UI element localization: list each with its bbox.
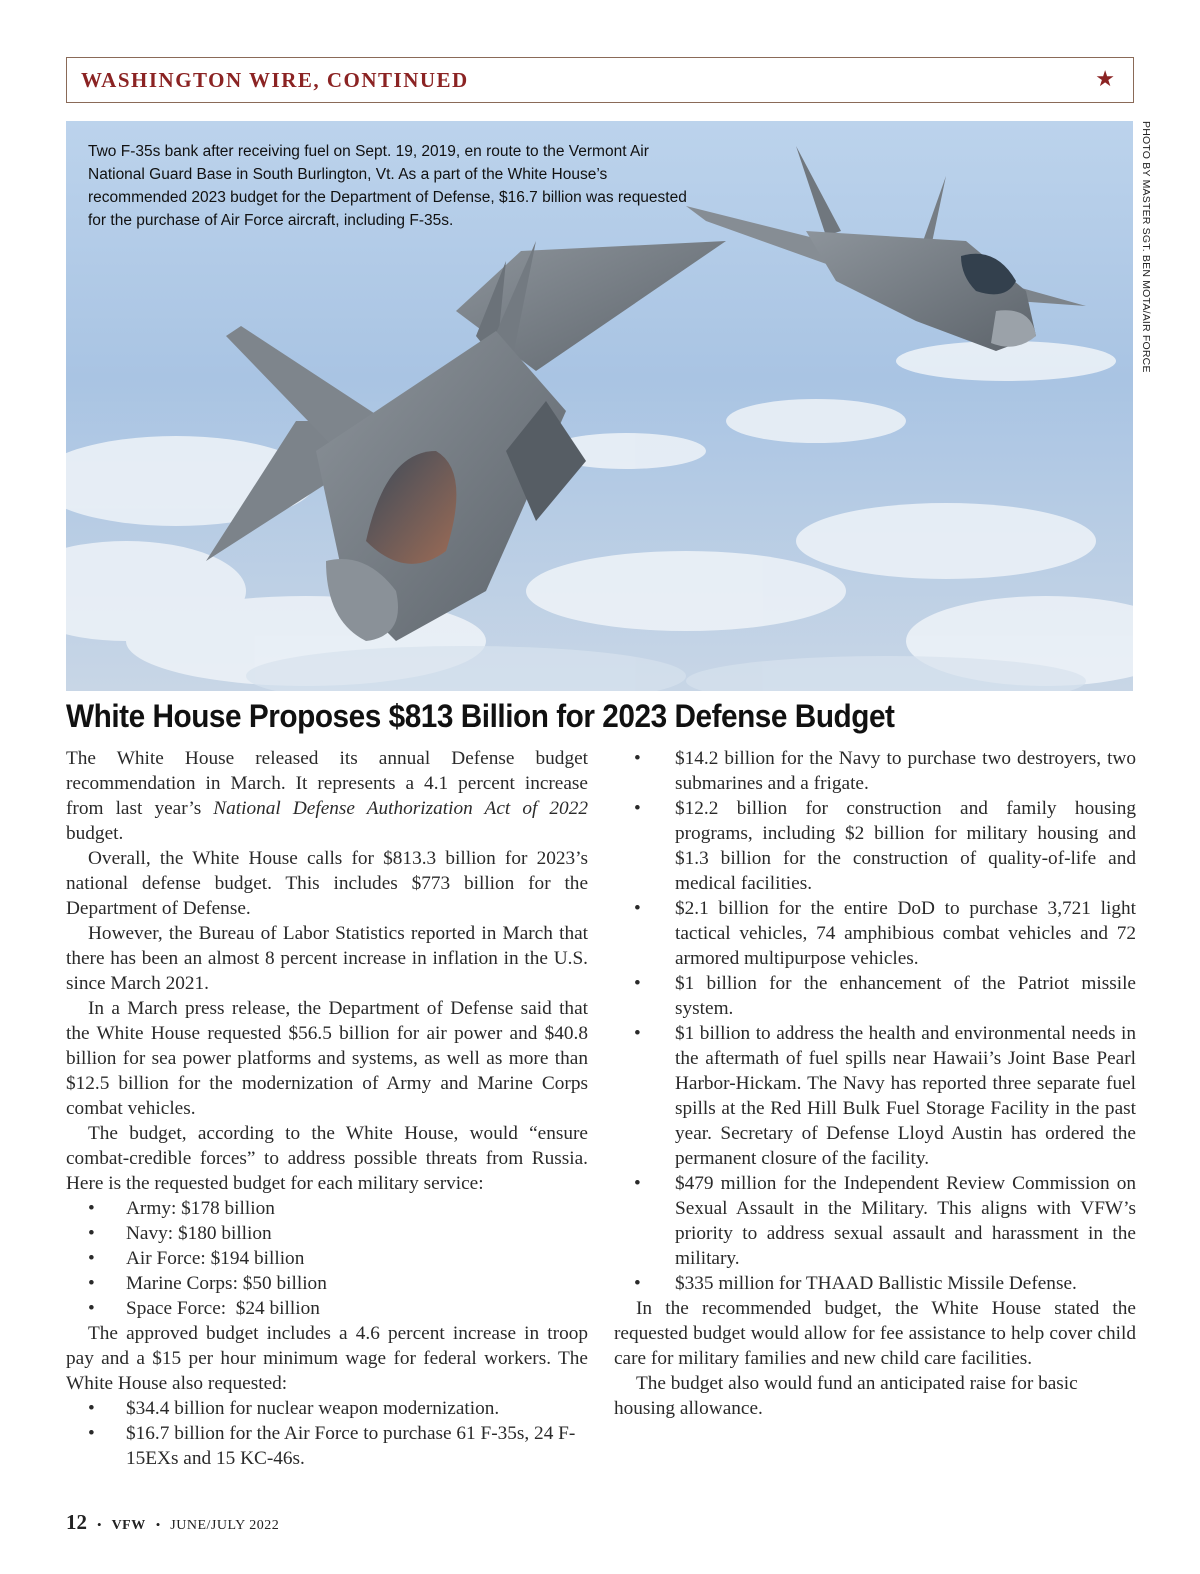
article-headline: White House Proposes $813 Billion for 2023 Defense Budget (66, 698, 895, 734)
list-item: • $1 billion to address the health and environmental needs in the aftermath of fuel spills near Hawaii’s Joint Base Pearl Harbor-Hickam. The Navy has reported three separate fuel spills at the Red Hill Bulk Fuel Storage Facility in the past year. Secretary of Defense Lloyd Austin has ordered the permanent closure of the facility. (614, 1021, 1136, 1171)
separator: • (155, 1517, 161, 1532)
list-item: • $12.2 billion for construction and family housing programs, including $2 billion for military housing and $1.3 billion for the construction of quality-of-life and medical facilities. (614, 796, 1136, 896)
section-title: WASHINGTON WIRE, CONTINUED (81, 67, 469, 92)
list-item: • Army: $178 billion (66, 1196, 588, 1221)
list-item: • $14.2 billion for the Navy to purchase two destroyers, two submarines and a frigate. (614, 746, 1136, 796)
paragraph: In a March press release, the Department of Defense said that the White House requested $56.5 billion for air power and $40.8 billion for sea power platforms and systems, as well as more than $12.5 billion for the modernization of Army and Marine Corps combat vehicles. (66, 998, 588, 1119)
paragraph: Overall, the White House calls for $813.3 billion for 2023’s national defense budget. This includes $773 billion for the Department of Defense. (66, 848, 588, 919)
paragraph: The approved budget includes a 4.6 percent increase in troop pay and a $15 per hour minimum wage for federal workers. The White House also requested: (66, 1323, 588, 1394)
list-item: • $16.7 billion for the Air Force to purchase 61 F-35s, 24 F-15EXs and 15 KC-46s. (66, 1421, 588, 1471)
list-item: • $479 million for the Independent Review Commission on Sexual Assault in the Military. This aligns with VFW’s priority to address sexual assault and harassment in the military. (614, 1171, 1136, 1271)
act-title: National Defense Authorization Act of 2022 (213, 798, 588, 819)
star-icon: ★ (1095, 67, 1115, 92)
photo-caption: Two F-35s bank after receiving fuel on Sept. 19, 2019, en route to the Vermont Air National Guard Base in South Burlington, Vt. As a part of the White House’s recommended 2023 budget for the Department of Defense, $16.7 billion was requested for the purchase of Air Force aircraft, including F-35s. (88, 143, 687, 229)
article-column-right (614, 746, 1136, 1421)
photo-credit: PHOTO BY MASTER SGT. BEN MOTA/AIR FORCE (1140, 121, 1152, 373)
section-header (66, 57, 1134, 103)
list-item: • $2.1 billion for the entire DoD to purchase 3,721 light tactical vehicles, 74 amphibious combat vehicles and 72 armored multipurpose vehicles. (614, 896, 1136, 971)
list-item: • $335 million for THAAD Ballistic Missile Defense. (614, 1271, 1136, 1296)
page-number: 12 (66, 1510, 87, 1534)
list-item: • $1 billion for the enhancement of the Patriot missile system. (614, 971, 1136, 1021)
article-column-left (66, 746, 588, 1471)
paragraph: The White House released its annual Defense budget recommendation in March. It represents a 4.1 percent increase from last year’s National Defense Authorization Act of 2022 budget. (66, 748, 588, 844)
request-list-right (614, 746, 1136, 1296)
list-item: • Navy: $180 billion (66, 1221, 588, 1246)
list-item: • Marine Corps: $50 billion (66, 1271, 588, 1296)
service-budget-list (66, 1196, 588, 1321)
separator: • (97, 1517, 102, 1532)
paragraph: The budget also would fund an anticipated raise for basic housing allowance. (614, 1373, 1078, 1419)
request-list-left (66, 1396, 588, 1471)
paragraph: In the recommended budget, the White House stated the requested budget would allow for fee assistance to help cover child care for military families and new child care facilities. (614, 1298, 1136, 1369)
paragraph: However, the Bureau of Labor Statistics reported in March that there has been an almost 8 percent increase in inflation in the U.S. since March 2021. (66, 923, 588, 994)
page-footer (66, 1510, 279, 1535)
list-item: • $34.4 billion for nuclear weapon modernization. (66, 1396, 588, 1421)
list-item: • Space Force: $24 billion (66, 1296, 588, 1321)
paragraph: The budget, according to the White House, would “ensure combat-credible forces” to address possible threats from Russia. Here is the requested budget for each military service: (66, 1123, 588, 1194)
issue-date: JUNE/JULY 2022 (170, 1518, 280, 1533)
magazine-name: VFW (111, 1518, 146, 1533)
list-item: • Air Force: $194 billion (66, 1246, 588, 1271)
